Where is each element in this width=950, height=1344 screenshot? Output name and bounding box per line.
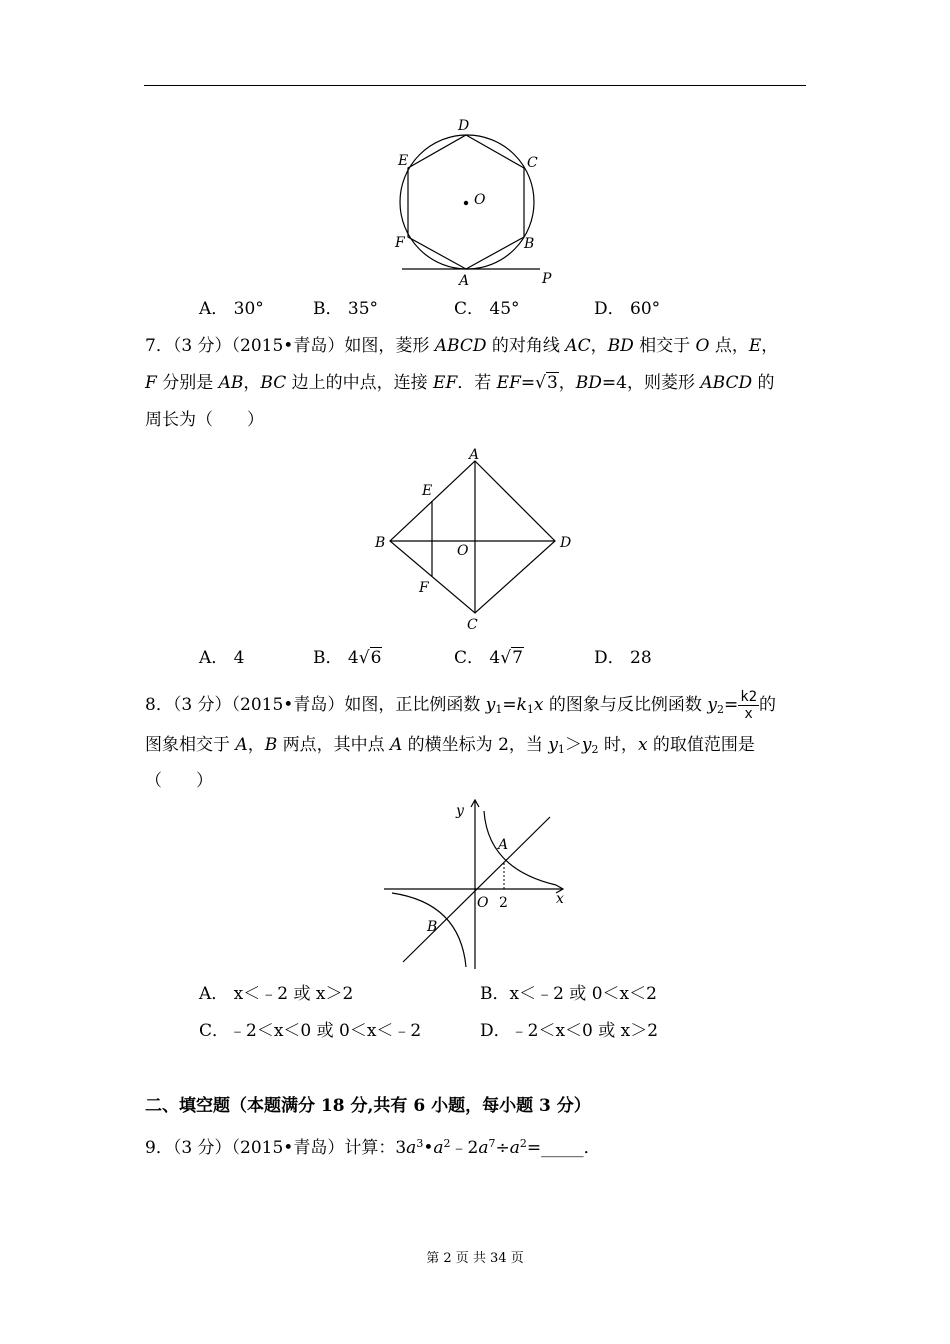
q7-rhombus (390, 461, 555, 613)
q7-option-d: D． 28 (594, 648, 652, 668)
q8-label-O: O (477, 895, 489, 911)
q6-label-A: A (459, 273, 470, 289)
q6-label-E: E (398, 153, 409, 169)
q8-label-A: A (498, 837, 509, 853)
q8-label-x: x (556, 891, 564, 907)
q6-center-dot (464, 201, 468, 205)
q7-line-3: 周长为（ ） (145, 410, 264, 430)
q7-label-A: A (469, 447, 480, 463)
q9-line-1: 9．（3 分）（2015•青岛）计算：$3a^3•a^2﹣2a^7\div a^2=\_\_\_\_\_$． (145, 1137, 601, 1158)
q7-line-1: 7．（3 分）（2015•青岛）如图，菱形 ABCD 的对角线 AC，BD 相交于 O 点，E， (145, 336, 779, 356)
q6-label-P: P (542, 271, 552, 287)
q7-label-C: C (467, 617, 478, 633)
q8-option-b: B．x＜﹣2 或 0＜x＜2 (480, 984, 657, 1004)
q8-option-d: D．﹣2＜x＜0 或 x＞2 (480, 1021, 659, 1041)
page-footer: 第 2 页 共 34 页 (426, 1251, 524, 1266)
q7-sqrt-3: √3 (535, 373, 558, 393)
q8-line-3: （ ） (145, 771, 213, 791)
q8-line-2: 图象相交于 A，B 两点，其中点 A 的横坐标为 2，当 $y_1>y_2$ 时，x 的取值范围是 (145, 735, 755, 756)
q7-option-c: C． 4√7 (454, 648, 523, 668)
q6-label-B: B (524, 236, 535, 252)
section-2-heading: 二、填空题（本题满分 18 分,共有 6 小题，每小题 3 分） (145, 1096, 591, 1116)
q8-line-1: 8．（3 分）（2015•青岛）如图，正比例函数 $y_1=k_1x$ 的图象与反比例函数 $y_2=$ $\frac{k2}{x}$ 的 (145, 689, 777, 722)
q8-label-y: y (456, 803, 464, 819)
q6-label-F: F (395, 235, 405, 251)
q7-label-D: D (560, 535, 572, 551)
q7-label-B: B (375, 535, 386, 551)
q8-label-2: 2 (499, 895, 508, 911)
q7-label-E: E (422, 483, 433, 499)
q8-fraction: $\frac{k2}{x}$ (740, 689, 758, 722)
header-rule (144, 85, 806, 86)
q8-figure (380, 797, 575, 973)
q7-label-F: F (419, 580, 429, 596)
q6-label-O: O (474, 192, 486, 208)
q6-label-C: C (527, 155, 538, 171)
q6-option-d: D． 60° (594, 299, 661, 319)
q7-figure (370, 443, 585, 633)
q8-option-c: C．﹣2＜x＜0 或 0＜x＜﹣2 (199, 1021, 422, 1041)
q7-label-O: O (457, 543, 469, 559)
q8-option-a: A． x＜﹣2 或 x＞2 (199, 984, 354, 1004)
q6-figure (390, 115, 570, 290)
q6-option-a: A． 30° (199, 299, 264, 319)
q8-label-B: B (427, 919, 438, 935)
q7-line-2: F 分别是 AB，BC 边上的中点，连接 EF．若 EF=√3，BD=4，则菱形 ABCD 的 (145, 373, 775, 393)
q6-option-c: C． 45° (454, 299, 520, 319)
q6-label-D: D (458, 118, 470, 134)
q6-option-b: B． 35° (313, 299, 379, 319)
q7-option-a: A． 4 (199, 648, 245, 668)
q7-option-b: B． 4√6 (313, 648, 382, 668)
